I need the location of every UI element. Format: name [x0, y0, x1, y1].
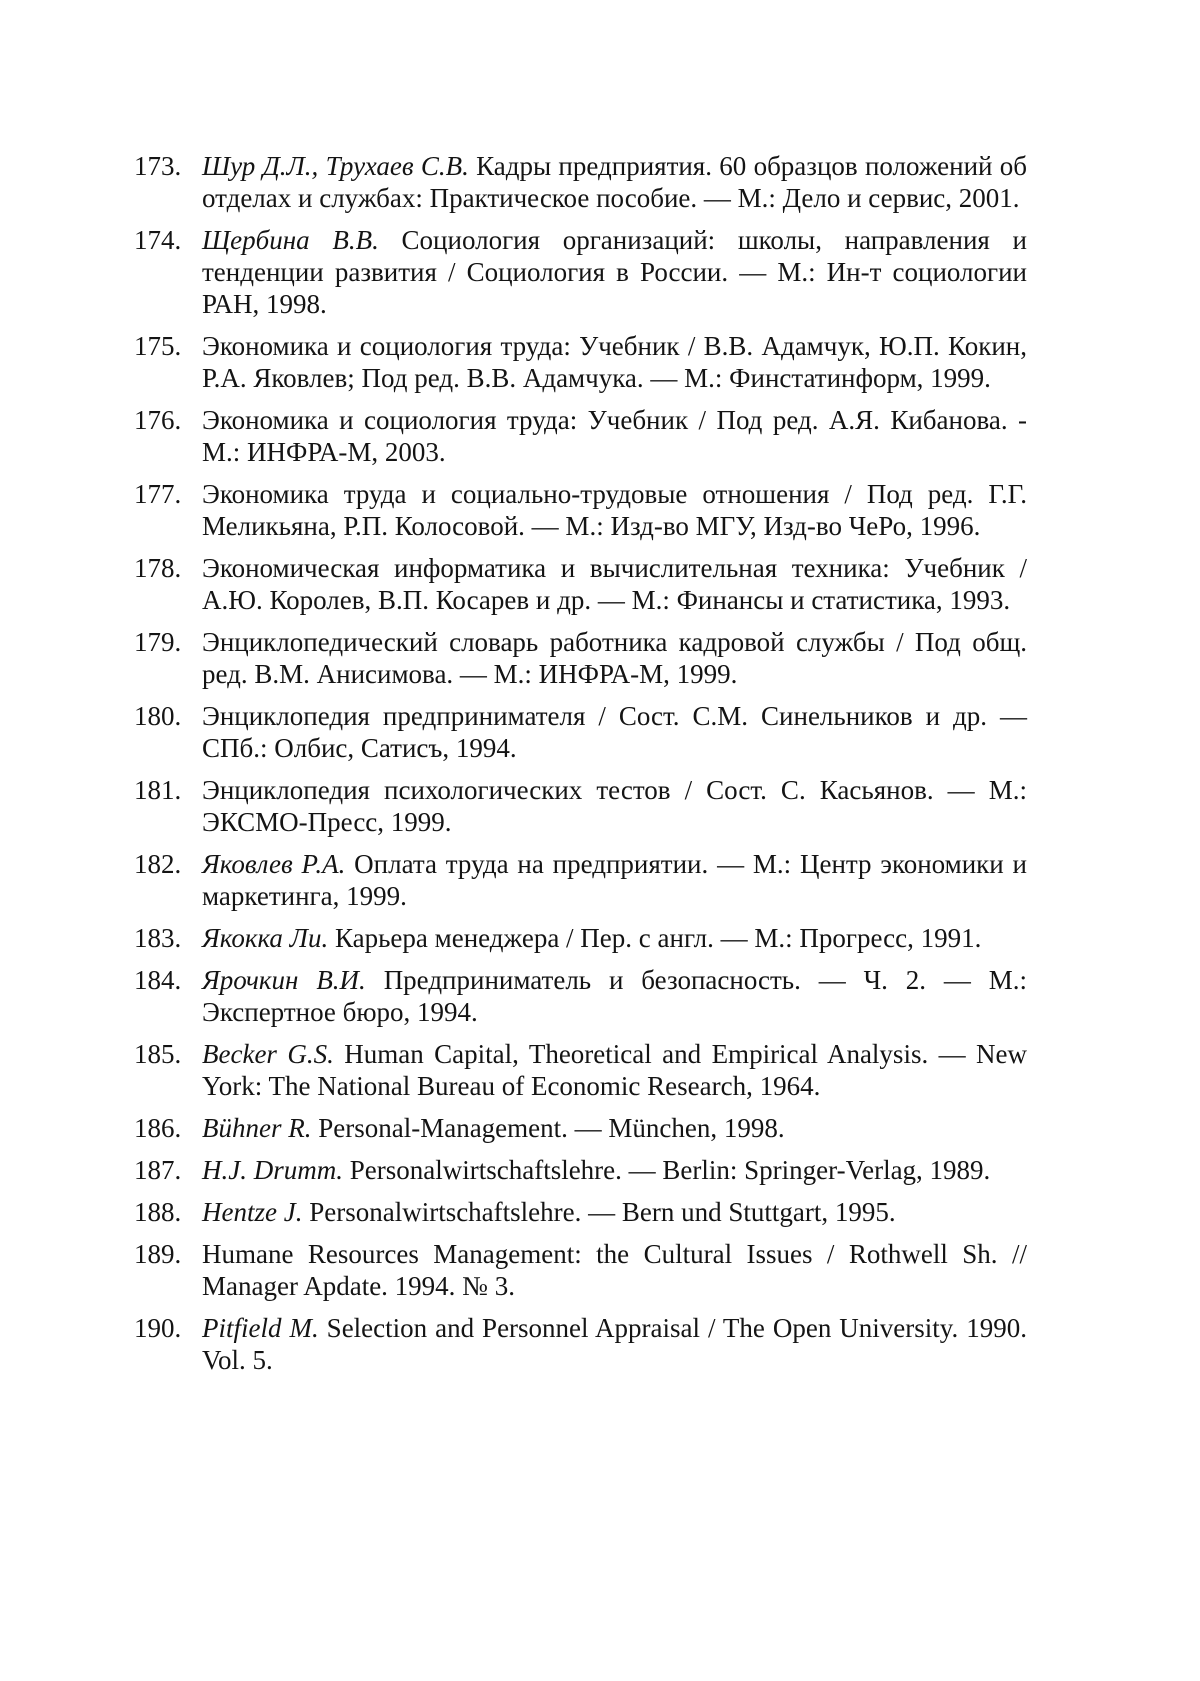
reference-number: 178. [134, 553, 182, 583]
reference-text: Предприниматель и безопасность. — Ч. 2. — М.: Экспертное бюро, 1994. [202, 965, 1027, 1027]
reference-text: Personal-Management. — München, 1998. [318, 1113, 785, 1143]
reference-item [134, 224, 1027, 320]
reference-author: Якокка Ли. [202, 923, 329, 953]
reference-text: Социология организаций: школы, направления и тенденции развития / Социология в России. — М.: Ин-т социологии РАН, 1998. [202, 225, 1027, 319]
reference-number: 183. [134, 923, 182, 953]
reference-text: Экономика и социология труда: Учебник / Под ред. А.Я. Кибанова. - М.: ИНФРА-М, 2003. [202, 405, 1027, 467]
reference-item [134, 774, 1027, 838]
reference-item [134, 478, 1027, 542]
reference-item [134, 1112, 1027, 1144]
reference-item [134, 1154, 1027, 1186]
reference-author: Щербина В.В. [202, 225, 379, 255]
reference-item [134, 922, 1027, 954]
reference-item [134, 964, 1027, 1028]
reference-number: 179. [134, 627, 182, 657]
reference-author: Яковлев Р.А. [202, 849, 346, 879]
reference-item [134, 848, 1027, 912]
reference-text: Selection and Personnel Appraisal / The Open University. 1990. Vol. 5. [202, 1313, 1028, 1375]
reference-author: Ярочкин В.И. [202, 965, 366, 995]
reference-item [134, 1312, 1027, 1376]
reference-number: 184. [134, 965, 182, 995]
reference-text: Оплата труда на предприятии. — М.: Центр экономики и маркетинга, 1999. [202, 849, 1027, 911]
reference-item [134, 626, 1027, 690]
reference-number: 175. [134, 331, 182, 361]
reference-number: 185. [134, 1039, 182, 1069]
reference-number: 186. [134, 1113, 182, 1143]
reference-author: H.J. Drumm. [202, 1155, 343, 1185]
reference-number: 181. [134, 775, 182, 805]
reference-text: Экономика и социология труда: Учебник / В.В. Адамчук, Ю.П. Кокин, Р.А. Яковлев; Под ред. В.В. Адамчука. — М.: Финстатинформ, 1999. [202, 331, 1027, 393]
reference-text: Human Capital, Theoretical and Empirical Analysis. — New York: The National Bureau of Economic Research, 1964. [202, 1039, 1028, 1101]
reference-number: 187. [134, 1155, 182, 1185]
reference-text: Personalwirtschaftslehre. — Berlin: Springer-Verlag, 1989. [349, 1155, 991, 1185]
reference-number: 190. [134, 1313, 182, 1343]
reference-author: Pitfield M. [202, 1313, 319, 1343]
reference-text: Экономика труда и социально-трудовые отношения / Под ред. Г.Г. Меликьяна, Р.П. Колосовой. — М.: Изд-во МГУ, Изд-во ЧеРо, 1996. [202, 479, 1027, 541]
reference-author: Hentze J. [202, 1197, 303, 1227]
reference-text: Энциклопедия предпринимателя / Сост. С.М. Синельников и др. — СПб.: Олбис, Сатисъ, 1994. [202, 701, 1027, 763]
reference-item [134, 1196, 1027, 1228]
reference-number: 182. [134, 849, 182, 879]
reference-text: Карьера менеджера / Пер. с англ. — М.: Прогресс, 1991. [334, 923, 982, 953]
reference-text: Humane Resources Management: the Cultural Issues / Rothwell Sh. // Manager Apdate. 1994. № 3. [202, 1239, 1027, 1301]
reference-number: 177. [134, 479, 182, 509]
reference-item [134, 1238, 1027, 1302]
reference-item [134, 552, 1027, 616]
reference-author: Becker G.S. [202, 1039, 334, 1069]
reference-author: Шур Д.Л., Трухаев С.В. [202, 151, 469, 181]
reference-item [134, 330, 1027, 394]
reference-number: 173. [134, 151, 182, 181]
reference-text: Энциклопедия психологических тестов / Сост. С. Касьянов. — М.: ЭКСМО-Пресс, 1999. [202, 775, 1027, 837]
reference-item [134, 404, 1027, 468]
reference-item [134, 150, 1027, 214]
reference-number: 180. [134, 701, 182, 731]
reference-item [134, 700, 1027, 764]
reference-author: Bühner R. [202, 1113, 312, 1143]
reference-number: 174. [134, 225, 182, 255]
reference-text: Кадры предприятия. 60 образцов положений об отделах и службах: Практическое пособие. — М.: Дело и сервис, 2001. [202, 151, 1027, 213]
reference-number: 176. [134, 405, 182, 435]
reference-text: Personalwirtschaftslehre. — Bern und Stuttgart, 1995. [309, 1197, 896, 1227]
reference-text: Экономическая информатика и вычислительная техника: Учебник / А.Ю. Королев, В.П. Косарев и др. — М.: Финансы и статистика, 1993. [202, 553, 1027, 615]
reference-text: Энциклопедический словарь работника кадровой службы / Под общ. ред. В.М. Анисимова. — М.: ИНФРА-М, 1999. [202, 627, 1027, 689]
reference-number: 189. [134, 1239, 182, 1269]
reference-item [134, 1038, 1027, 1102]
reference-list [134, 150, 1027, 1386]
reference-number: 188. [134, 1197, 182, 1227]
